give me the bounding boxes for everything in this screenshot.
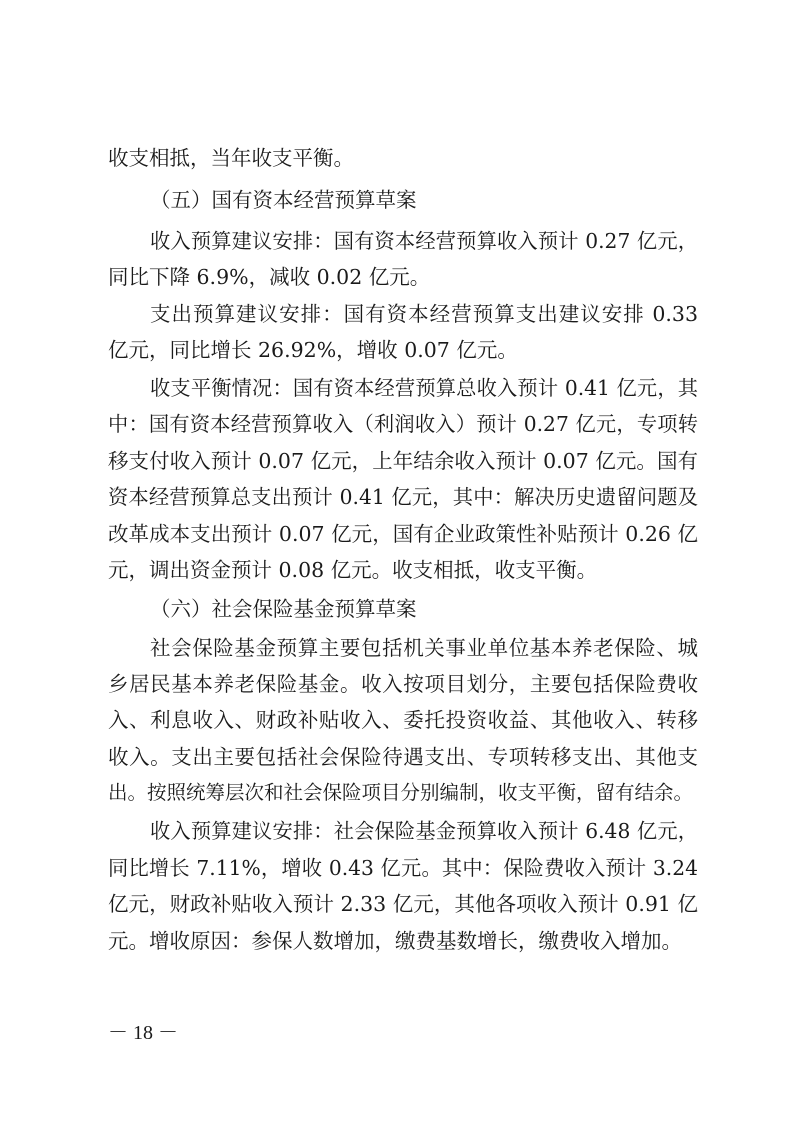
- paragraph-line: 元，调出资金预计 0.08 亿元。收支相抵，收支平衡。: [108, 558, 598, 582]
- paragraph-line: 入、利息收入、财政补贴收入、委托投资收益、其他收入、转移: [108, 708, 698, 732]
- paragraph-line: 社会保险基金预算主要包括机关事业单位基本养老保险、城: [150, 636, 698, 660]
- paragraph-line: 元。增收原因：参保人数增加，缴费基数增长，缴费收入增加。: [108, 929, 682, 953]
- paragraph-line: 移支付收入预计 0.07 亿元，上年结余收入预计 0.07 亿元。国有: [108, 449, 698, 473]
- paragraph-line: 同比下降 6.9%，减收 0.02 亿元。: [108, 265, 431, 289]
- paragraph-line: 中：国有资本经营预算收入（利润收入）预计 0.27 亿元，专项转: [108, 412, 698, 436]
- paragraph-line: 收入预算建议安排：社会保险基金预算收入预计 6.48 亿元，: [150, 819, 698, 843]
- paragraph-line: 乡居民基本养老保险基金。收入按项目划分，主要包括保险费收: [108, 672, 698, 696]
- paragraph-line: 出。按照统筹层次和社会保险项目分别编制，收支平衡，留有结余。: [108, 781, 694, 804]
- paragraph-line: 收支相抵，当年收支平衡。: [108, 146, 354, 170]
- paragraph-line: 同比增长 7.11%，增收 0.43 亿元。其中：保险费收入预计 3.24: [108, 856, 698, 880]
- section-heading-six: （六）社会保险基金预算草案: [150, 597, 417, 621]
- paragraph-line: 支出预算建议安排：国有资本经营预算支出建议安排 0.33: [150, 302, 698, 326]
- paragraph-line: 改革成本支出预计 0.07 亿元，国有企业政策性补贴预计 0.26 亿: [108, 522, 698, 546]
- paragraph-line: 收入预算建议安排：国有资本经营预算收入预计 0.27 亿元，: [150, 229, 698, 253]
- section-heading-five: （五）国有资本经营预算草案: [150, 188, 417, 212]
- paragraph-line: 收入。支出主要包括社会保险待遇支出、专项转移支出、其他支: [108, 745, 698, 769]
- page-number: － 18 －: [108, 1022, 178, 1044]
- paragraph-line: 亿元，财政补贴收入预计 2.33 亿元，其他各项收入预计 0.91 亿: [108, 892, 698, 916]
- paragraph-line: 资本经营预算总支出预计 0.41 亿元，其中：解决历史遗留问题及: [108, 485, 698, 509]
- paragraph-line: 亿元，同比增长 26.92%，增收 0.07 亿元。: [108, 338, 518, 362]
- paragraph-line: 收支平衡情况：国有资本经营预算总收入预计 0.41 亿元，其: [150, 376, 698, 400]
